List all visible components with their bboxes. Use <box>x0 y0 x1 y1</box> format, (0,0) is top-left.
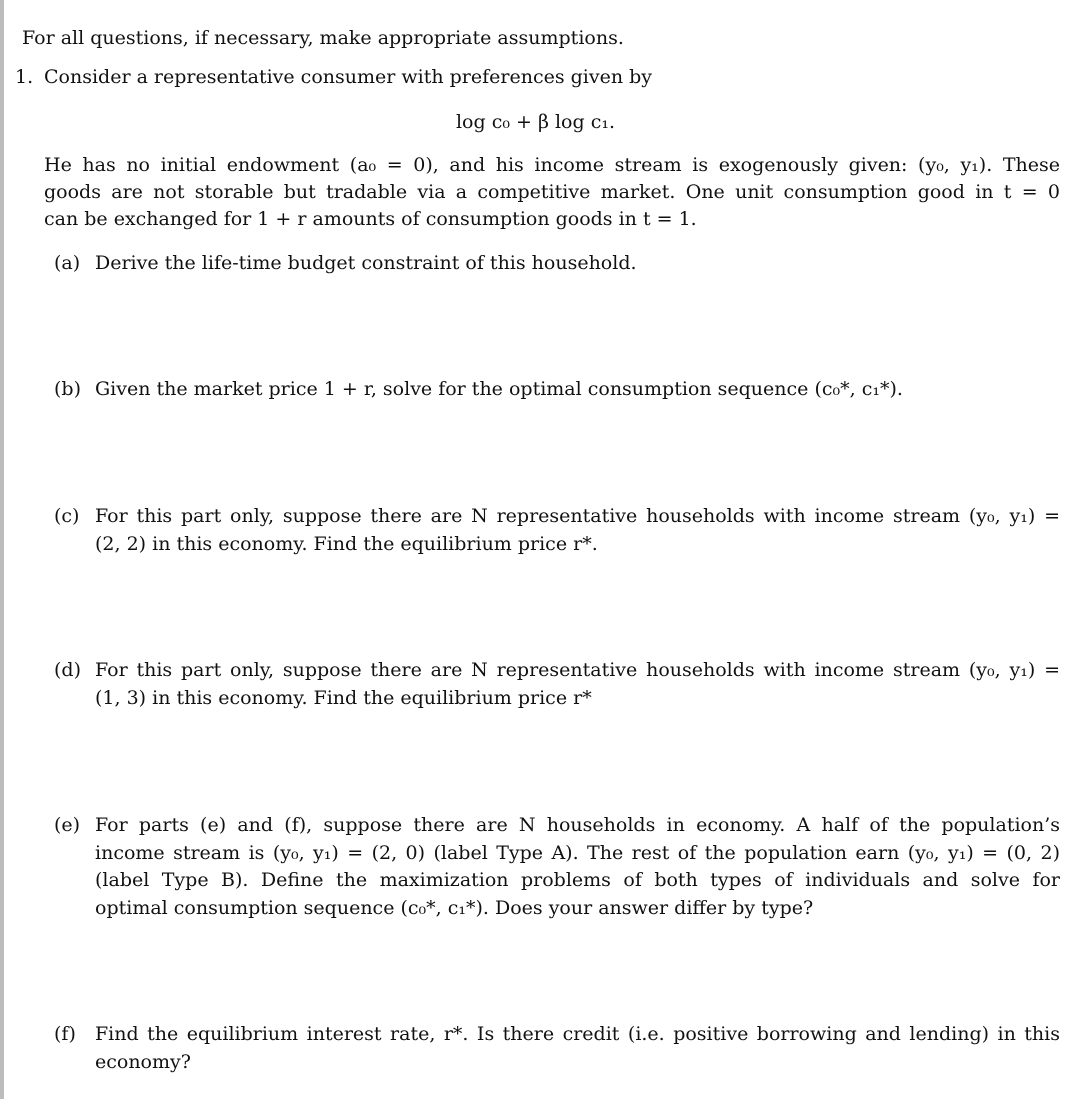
part-a-label: (a) <box>54 252 81 274</box>
part-f-label: (f) <box>54 1023 76 1045</box>
part-c-label: (c) <box>54 505 80 527</box>
part-b-label: (b) <box>54 378 81 400</box>
question-number: 1. <box>15 66 34 88</box>
part-f-text: economy? <box>95 1051 191 1073</box>
part-e-text: income stream is (y₀, y₁) = (2, 0) (label Type A). The rest of the population earn (y₀, y₁) = (0, 2) <box>95 842 1060 864</box>
part-f-text: Find the equilibrium interest rate, r*. Is there credit (i.e. positive borrowing and lending) in this <box>95 1023 1060 1045</box>
part-e-text: For parts (e) and (f), suppose there are N households in economy. A half of the population’s <box>95 814 1060 836</box>
question-lead: Consider a representative consumer with preferences given by <box>44 66 653 88</box>
part-b-text: Given the market price 1 + r, solve for the optimal consumption sequence (c₀*, c₁*). <box>95 378 903 400</box>
setup-line: can be exchanged for 1 + r amounts of consumption goods in t = 1. <box>44 208 697 230</box>
part-e-text: (label Type B). Define the maximization problems of both types of individuals and solve for <box>95 869 1060 891</box>
part-c-text: (2, 2) in this economy. Find the equilibrium price r*. <box>95 533 598 555</box>
part-d-label: (d) <box>54 659 81 681</box>
setup-line: goods are not storable but tradable via a competitive market. One unit consumption good in t = 0 <box>44 181 1060 203</box>
part-d-text: For this part only, suppose there are N representative households with income stream (y₀, y₁) = <box>95 659 1060 681</box>
setup-line: He has no initial endowment (a₀ = 0), and his income stream is exogenously given: (y₀, y₁). These <box>44 154 1060 176</box>
intro-text: For all questions, if necessary, make appropriate assumptions. <box>22 27 624 49</box>
part-a-text: Derive the life-time budget constraint of this household. <box>95 252 637 274</box>
part-c-text: For this part only, suppose there are N representative households with income stream (y₀, y₁) = <box>95 505 1060 527</box>
part-d-text: (1, 3) in this economy. Find the equilibrium price r* <box>95 687 592 709</box>
page-left-border <box>0 0 4 1099</box>
utility-function: log c₀ + β log c₁. <box>455 111 615 133</box>
part-e-label: (e) <box>54 814 81 836</box>
part-e-text: optimal consumption sequence (c₀*, c₁*). Does your answer differ by type? <box>95 897 814 919</box>
